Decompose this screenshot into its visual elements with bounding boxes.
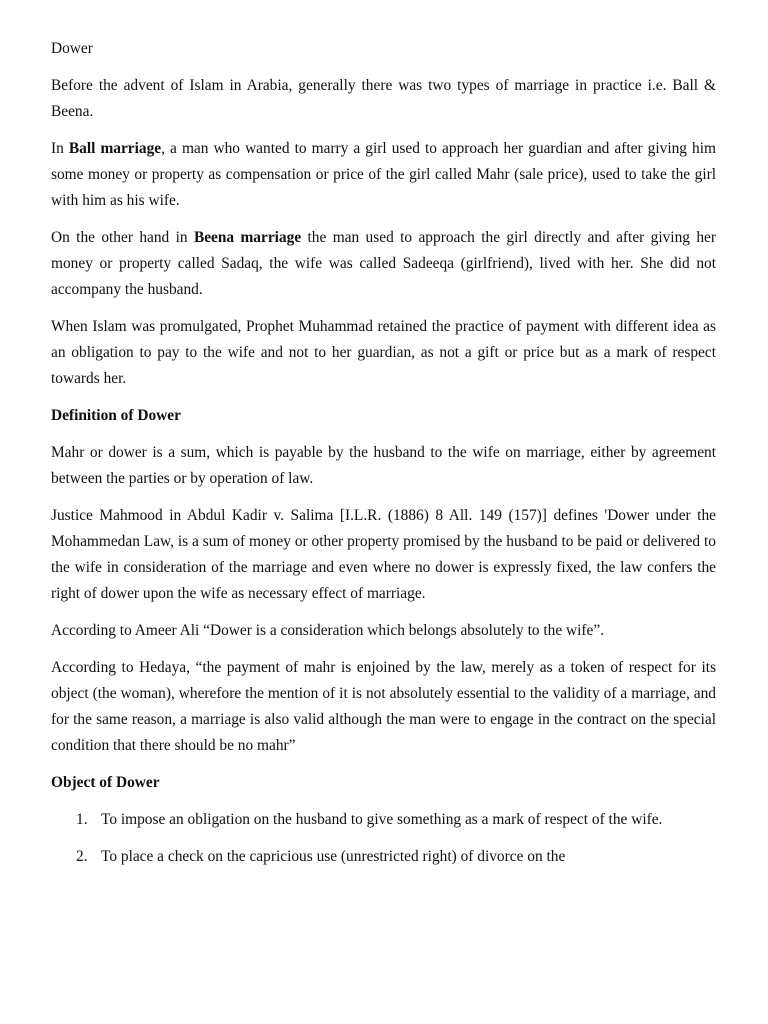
- list-text: To place a check on the capricious use (unrestricted right) of divorce on the: [101, 848, 566, 865]
- mahmood-paragraph: Justice Mahmood in Abdul Kadir v. Salima [I.L.R. (1886) 8 All. 149 (157)] defines 'Dower under the Mohammedan Law, is a sum of money or other property promised by the husband to be paid or delivered to the wife in consideration of the marriage and even where no dower is expressly fixed, the law confers the right of dower upon the wife as necessary effect of marriage.: [51, 507, 716, 602]
- ball-marriage-paragraph: [51, 136, 716, 214]
- document-page: [51, 36, 716, 881]
- document-title: Dower: [51, 40, 93, 57]
- object-list: [51, 807, 716, 870]
- ameer-ali-paragraph: According to Ameer Ali “Dower is a consideration which belongs absolutely to the wife”.: [51, 622, 605, 639]
- ball-marriage-term: Ball marriage: [68, 140, 162, 157]
- list-text: To impose an obligation on the husband to give something as a mark of respect of the wife.: [101, 811, 663, 828]
- beena-marriage-paragraph: [51, 225, 716, 303]
- beena-prefix: On the other hand in: [51, 229, 194, 246]
- beena-rest: the man used to approach the girl directly and after giving her money or property called Sadaq, the wife was called Sadeeqa (girlfriend), lived with her. She did not accompany the husband.: [51, 229, 716, 298]
- definition-heading: Definition of Dower: [51, 407, 181, 424]
- list-number: 1.: [76, 811, 88, 828]
- list-number: 2.: [76, 848, 88, 865]
- object-heading: Object of Dower: [51, 774, 160, 791]
- definition-paragraph: Mahr or dower is a sum, which is payable by the husband to the wife on marriage, either by agreement between the parties or by operation of law.: [51, 444, 716, 487]
- list-item: [51, 844, 716, 870]
- list-item: [51, 807, 716, 833]
- hedaya-paragraph: According to Hedaya, “the payment of mahr is enjoined by the law, merely as a token of respect for its object (the woman), wherefore the mention of it is not absolutely essential to the validity of a marriage, and for the same reason, a marriage is also valid although the man were to engage in the contract on the special condition that there should be no mahr”: [51, 659, 716, 754]
- beena-marriage-term: Beena marriage: [193, 229, 302, 246]
- intro-paragraph: Before the advent of Islam in Arabia, generally there was two types of marriage in practice i.e. Ball & Beena.: [51, 77, 716, 120]
- ball-prefix: In: [51, 140, 69, 157]
- ball-rest: , a man who wanted to marry a girl used to approach her guardian and after giving him some money or property as compensation or price of the girl called Mahr (sale price), used to take the girl with him as his wife.: [51, 140, 716, 209]
- islam-paragraph: When Islam was promulgated, Prophet Muhammad retained the practice of payment with different idea as an obligation to pay to the wife and not to her guardian, as not a gift or price but as a mark of respect towards her.: [51, 318, 716, 387]
